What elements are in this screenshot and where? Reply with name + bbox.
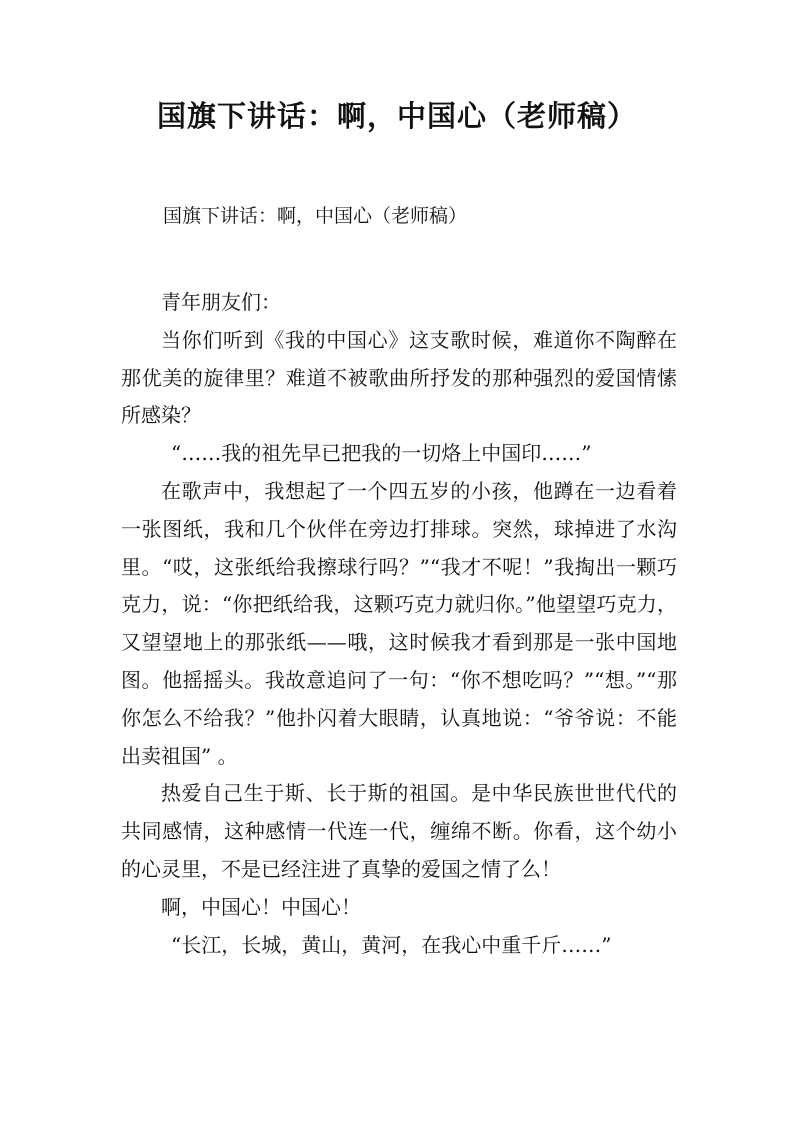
paragraph-reflection: 热爱自己生于斯、长于斯的祖国。是中华民族世世代代的共同感情，这种感情一代连一代，缠绵不断。你看，这个幼小的心灵里，不是已经注进了真挚的爱国之情了么！ — [121, 781, 677, 881]
document-subtitle: 国旗下讲话：啊，中国心（老师稿） — [163, 205, 468, 227]
paragraph-song-quote-1: “……我的祖先早已把我的一切烙上中国印……” — [171, 441, 592, 466]
paragraph-song-quote-2: “长江，长城，黄山，黄河，在我心中重千斤……” — [171, 932, 612, 957]
paragraph-greeting: 青年朋友们： — [161, 290, 281, 314]
paragraph-story: 在歌声中，我想起了一个四五岁的小孩，他蹲在一边看着一张图纸，我和几个伙伴在旁边打排球。突然，球掉进了水沟里。“哎，这张纸给我擦球行吗？”“我才不呢！”我掏出一颗巧克力，说：“你把纸给我，这颗巧克力就归你。”他望望巧克力，又望望地上的那张纸——哦，这时候我才看到那是一张中国地图。他摇摇头。我故意追问了一句：“你不想吃吗？”“想。”“那你怎么不给我？”他扑闪着大眼睛，认真地说：“爷爷说：不能出卖祖国” 。 — [121, 478, 677, 768]
document-title: 国旗下讲话：啊，中国心（老师稿） — [156, 99, 637, 133]
document-body — [121, 284, 677, 964]
paragraph-intro: 当你们听到《我的中国心》这支歌时候，难道你不陶醉在那优美的旋律里？难道不被歌曲所抒发的那种强烈的爱国情愫所感染？ — [121, 327, 677, 428]
paragraph-exclamation: 啊，中国心！中国心！ — [161, 894, 361, 919]
